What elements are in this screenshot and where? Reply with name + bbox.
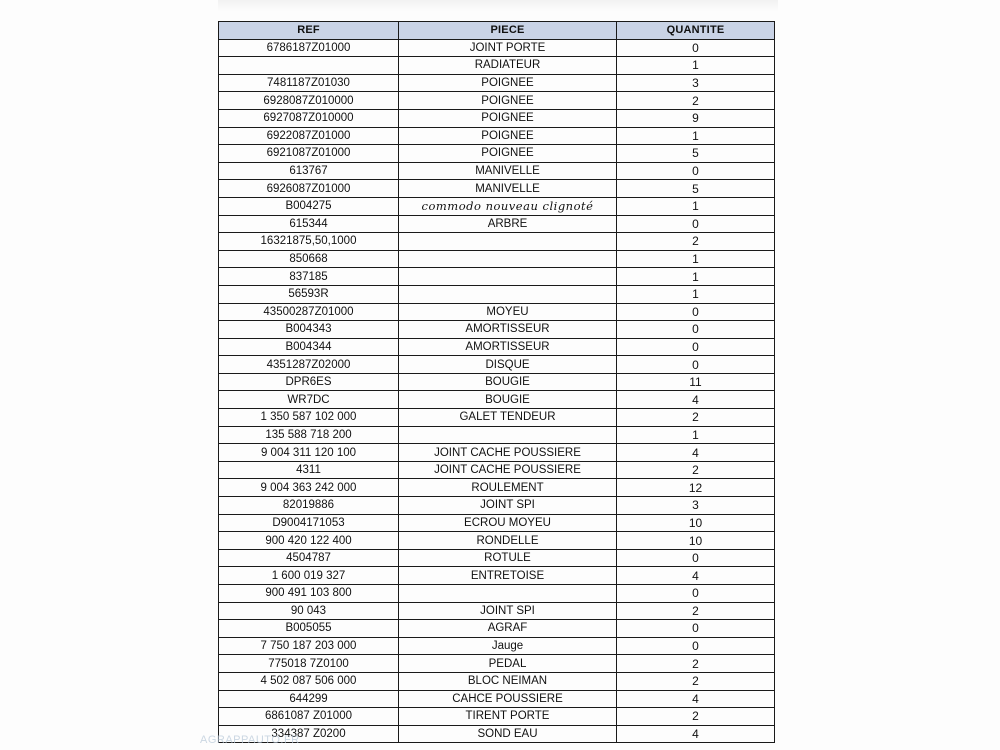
cell-piece <box>399 426 617 444</box>
cell-ref: 90 043 <box>219 602 399 620</box>
cell-piece: BLOC NEIMAN <box>399 672 617 690</box>
cell-ref: 16321875,50,1000 <box>219 233 399 251</box>
cell-quantite: 2 <box>617 409 775 427</box>
scan-top-edge <box>218 0 778 12</box>
cell-ref: 43500287Z01000 <box>219 303 399 321</box>
cell-ref: 4311 <box>219 461 399 479</box>
cell-ref: 56593R <box>219 285 399 303</box>
cell-ref: 1 600 019 327 <box>219 567 399 585</box>
cell-ref: 900 420 122 400 <box>219 532 399 550</box>
cell-piece: GALET TENDEUR <box>399 409 617 427</box>
cell-ref: 6928087Z010000 <box>219 92 399 110</box>
table-row <box>219 620 775 638</box>
table-body <box>219 39 775 743</box>
cell-quantite: 1 <box>617 250 775 268</box>
cell-quantite: 0 <box>617 620 775 638</box>
cell-piece: RADIATEUR <box>399 57 617 75</box>
cell-piece <box>399 585 617 603</box>
table-row <box>219 409 775 427</box>
cell-ref: 334387 Z0200 <box>219 725 399 743</box>
table-row <box>219 549 775 567</box>
table-row <box>219 285 775 303</box>
cell-ref: B004275 <box>219 197 399 215</box>
cell-quantite: 4 <box>617 567 775 585</box>
cell-quantite: 0 <box>617 215 775 233</box>
table-row <box>219 268 775 286</box>
table-row <box>219 497 775 515</box>
cell-quantite: 0 <box>617 549 775 567</box>
cell-quantite: 4 <box>617 690 775 708</box>
cell-quantite: 1 <box>617 57 775 75</box>
cell-ref: 6926087Z01000 <box>219 180 399 198</box>
cell-ref: 6861087 Z01000 <box>219 708 399 726</box>
table-row <box>219 74 775 92</box>
cell-quantite: 5 <box>617 180 775 198</box>
cell-ref: 4351287Z02000 <box>219 356 399 374</box>
cell-piece: JOINT PORTE <box>399 39 617 57</box>
cell-piece: POIGNEE <box>399 74 617 92</box>
cell-quantite: 0 <box>617 321 775 339</box>
cell-ref: 644299 <box>219 690 399 708</box>
cell-ref: 615344 <box>219 215 399 233</box>
table-row <box>219 39 775 57</box>
table-row <box>219 585 775 603</box>
cell-piece: AMORTISSEUR <box>399 338 617 356</box>
cell-quantite: 2 <box>617 233 775 251</box>
column-header-quantite: QUANTITE <box>617 22 775 40</box>
cell-ref <box>219 57 399 75</box>
cell-piece: CAHCE POUSSIERE <box>399 690 617 708</box>
cell-piece: POIGNEE <box>399 127 617 145</box>
cell-ref: 9 004 311 120 100 <box>219 444 399 462</box>
cell-piece: JOINT CACHE POUSSIERE <box>399 444 617 462</box>
table-row <box>219 145 775 163</box>
cell-quantite: 3 <box>617 74 775 92</box>
cell-piece: Jauge <box>399 637 617 655</box>
cell-quantite: 5 <box>617 145 775 163</box>
cell-piece: JOINT CACHE POUSSIERE <box>399 461 617 479</box>
cell-piece: SOND EAU <box>399 725 617 743</box>
cell-ref: B004343 <box>219 321 399 339</box>
cell-ref: 4 502 087 506 000 <box>219 672 399 690</box>
table-row <box>219 162 775 180</box>
cell-piece: TIRENT PORTE <box>399 708 617 726</box>
column-header-ref: REF <box>219 22 399 40</box>
cell-piece: AMORTISSEUR <box>399 321 617 339</box>
table-row <box>219 109 775 127</box>
cell-quantite: 9 <box>617 109 775 127</box>
cell-quantite: 4 <box>617 725 775 743</box>
table-row <box>219 180 775 198</box>
cell-piece-handwritten: commodo nouveau clignoté <box>399 197 617 215</box>
table-row <box>219 233 775 251</box>
cell-quantite: 2 <box>617 708 775 726</box>
cell-quantite: 1 <box>617 426 775 444</box>
cell-piece: POIGNEE <box>399 145 617 163</box>
cell-piece <box>399 268 617 286</box>
cell-piece: AGRAF <box>399 620 617 638</box>
cell-piece <box>399 233 617 251</box>
table-row <box>219 197 775 215</box>
table-row <box>219 426 775 444</box>
cell-piece: MANIVELLE <box>399 180 617 198</box>
cell-piece: ROTULE <box>399 549 617 567</box>
table-row <box>219 321 775 339</box>
table-row <box>219 461 775 479</box>
table-row <box>219 567 775 585</box>
table-row <box>219 338 775 356</box>
table-row <box>219 303 775 321</box>
cell-quantite: 12 <box>617 479 775 497</box>
column-header-piece: PIECE <box>399 22 617 40</box>
table-row <box>219 690 775 708</box>
cell-ref: 4504787 <box>219 549 399 567</box>
cell-piece: JOINT SPI <box>399 602 617 620</box>
table-row <box>219 391 775 409</box>
cell-quantite: 0 <box>617 39 775 57</box>
cell-ref: DPR6ES <box>219 373 399 391</box>
cell-ref: 7481187Z01030 <box>219 74 399 92</box>
table-row <box>219 602 775 620</box>
cell-piece: ECROU MOYEU <box>399 514 617 532</box>
cell-quantite: 2 <box>617 672 775 690</box>
cell-ref: B005055 <box>219 620 399 638</box>
cell-piece: BOUGIE <box>399 373 617 391</box>
cell-quantite: 10 <box>617 532 775 550</box>
cell-piece <box>399 285 617 303</box>
cell-ref: 6786187Z01000 <box>219 39 399 57</box>
cell-ref: 6921087Z01000 <box>219 145 399 163</box>
cell-piece: ENTRETOISE <box>399 567 617 585</box>
table-row <box>219 444 775 462</box>
cell-piece: ROULEMENT <box>399 479 617 497</box>
cell-piece: POIGNEE <box>399 92 617 110</box>
cell-piece: BOUGIE <box>399 391 617 409</box>
cell-ref: 837185 <box>219 268 399 286</box>
cell-quantite: 2 <box>617 461 775 479</box>
table-row <box>219 215 775 233</box>
cell-piece: RONDELLE <box>399 532 617 550</box>
table-row <box>219 92 775 110</box>
table-row <box>219 514 775 532</box>
cell-ref: 6922087Z01000 <box>219 127 399 145</box>
cell-quantite: 2 <box>617 92 775 110</box>
cell-piece: POIGNEE <box>399 109 617 127</box>
cell-quantite: 1 <box>617 268 775 286</box>
cell-ref: 900 491 103 800 <box>219 585 399 603</box>
table-row <box>219 356 775 374</box>
cell-ref: 613767 <box>219 162 399 180</box>
cell-quantite: 4 <box>617 391 775 409</box>
cell-quantite: 0 <box>617 356 775 374</box>
cell-quantite: 0 <box>617 585 775 603</box>
cell-ref: WR7DC <box>219 391 399 409</box>
cell-quantite: 0 <box>617 162 775 180</box>
cell-ref: 6927087Z010000 <box>219 109 399 127</box>
cell-piece: MANIVELLE <box>399 162 617 180</box>
cell-ref: D9004171053 <box>219 514 399 532</box>
table-header-row <box>219 22 775 40</box>
cell-quantite: 11 <box>617 373 775 391</box>
table-row <box>219 655 775 673</box>
parts-inventory-table <box>218 21 775 743</box>
cell-ref: 9 004 363 242 000 <box>219 479 399 497</box>
cell-ref: 850668 <box>219 250 399 268</box>
cell-piece: MOYEU <box>399 303 617 321</box>
table-row <box>219 57 775 75</box>
cell-quantite: 2 <box>617 655 775 673</box>
cell-quantite: 2 <box>617 602 775 620</box>
cell-quantite: 3 <box>617 497 775 515</box>
cell-quantite: 10 <box>617 514 775 532</box>
cell-piece <box>399 250 617 268</box>
table-row <box>219 672 775 690</box>
cell-piece: DISQUE <box>399 356 617 374</box>
table-row <box>219 708 775 726</box>
cell-piece: PEDAL <box>399 655 617 673</box>
cell-quantite: 0 <box>617 637 775 655</box>
table-row <box>219 637 775 655</box>
cell-quantite: 1 <box>617 197 775 215</box>
cell-ref: 7 750 187 203 000 <box>219 637 399 655</box>
cell-piece: ARBRE <box>399 215 617 233</box>
cell-ref: 82019886 <box>219 497 399 515</box>
table-row <box>219 127 775 145</box>
cell-quantite: 4 <box>617 444 775 462</box>
cell-quantite: 1 <box>617 285 775 303</box>
cell-ref: 135 588 718 200 <box>219 426 399 444</box>
cell-ref: 1 350 587 102 000 <box>219 409 399 427</box>
watermark: AGRAPPAUTO.FR <box>200 734 300 746</box>
cell-piece: JOINT SPI <box>399 497 617 515</box>
cell-ref: 775018 7Z0100 <box>219 655 399 673</box>
table-row <box>219 532 775 550</box>
cell-quantite: 0 <box>617 338 775 356</box>
table-row <box>219 479 775 497</box>
table-row <box>219 250 775 268</box>
table-row <box>219 373 775 391</box>
cell-ref: B004344 <box>219 338 399 356</box>
cell-quantite: 1 <box>617 127 775 145</box>
cell-quantite: 0 <box>617 303 775 321</box>
